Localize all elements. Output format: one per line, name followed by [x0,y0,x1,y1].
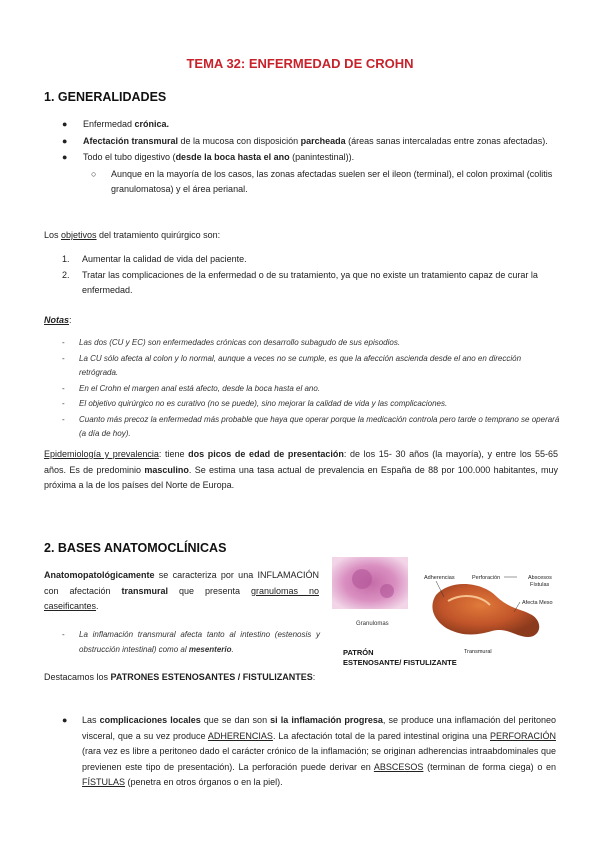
text-run-bold: Anatomopatológicamente [44,570,155,580]
text-run: Destacamos los [44,672,111,682]
text-run-bold: PATRONES ESTENOSANTES / FISTULIZANTES [110,672,313,682]
text-run: (penetra en otros órganos o en la piel). [125,777,283,787]
text-run-bold: parcheada [300,135,346,146]
text-run: Enfermedad [83,119,135,129]
numbered-list [62,252,562,299]
text-run-underline: granulomas no caseificantes [44,585,319,611]
text-run-underline: ADHERENCIAS [207,730,273,741]
text-run: . La afectación total de la pared intestinal origina una [272,730,490,741]
list-item [62,713,556,791]
label-perforacion: Perforación [472,575,501,581]
text-run: se caracteriza por una INFLAMACIÓN con afectación [44,570,319,596]
granuloma-shape [380,584,394,598]
dash-bullet: - [62,383,65,393]
text-run: Aumentar la calidad de vida del paciente. [82,254,247,264]
text-run: del tratamiento quirúrgico son: [96,230,221,240]
notas-list [62,336,562,442]
list-item [62,628,320,657]
text-run: de la mucosa con disposición [178,135,301,146]
text-run: La inflamación transmural afecta tanto al intestino (estenosis y obstrucción intestinal) como al [79,630,320,654]
text-run: , se produce una inflamación del peritoneo visceral, que a su vez produce [82,715,556,741]
section-heading-bases: 2. BASES ANATOMOCLÍNICAS [44,541,227,555]
text-run-bold: si la inflamación progresa [270,715,383,725]
list-item [62,397,562,412]
epidemiologia-paragraph [44,447,558,494]
text-run: (terminan de forma ciega) o en [423,761,557,772]
text-run: . [96,601,99,611]
dash-bullet: - [62,338,65,347]
text-run-bold: desde la boca hasta el ano [175,152,290,162]
dash-bullet: - [62,399,65,408]
list-item [62,413,562,442]
text-run-bold: complicaciones locales [99,715,201,725]
dash-bullet: - [62,414,65,424]
list-number: 1. [62,254,70,264]
page-title: TEMA 32: ENFERMEDAD DE CROHN [186,56,414,71]
list-item [62,382,562,397]
list-item [62,150,562,166]
text-run-underline: Epidemiología y prevalencia [44,449,159,459]
bullet-dot: ● [62,135,68,146]
objetivos-intro [44,228,564,244]
text-run: . [231,644,234,654]
section-heading-generalidades: 1. GENERALIDADES [44,90,167,104]
text-run: Tratar las complicaciones de la enfermedad o de su tratamiento, ya que no existe un tratamiento capaz de curar la enfermedad. [82,269,538,295]
text-run-bold: transmural [121,585,169,596]
figure-caption [343,648,457,668]
bullet-dot: ● [62,152,68,162]
text-run-underline: objetivos [61,230,97,240]
list-item [62,117,562,133]
text-run: Los [44,230,62,240]
text-run: : tiene [158,449,189,459]
text-run-underline: FÍSTULAS [82,777,126,787]
list-item [62,134,562,150]
text-run: (áreas sanas intercaladas entre zonas afectadas). [345,135,548,146]
text-run-underline: ABSCESOS [373,761,424,772]
text-run: Las dos (CU y EC) son enfermedades crónicas con desarrollo subagudo de sus episodios. [79,338,401,347]
label-abscesos: Abscesos [528,575,552,581]
text-run: Aunque en la mayoría de los casos, las zonas afectadas suelen ser el ileon (terminal), el colon proximal (colitis granulomatosa) y el área perianal. [111,168,553,194]
text-run: Las [82,715,100,725]
list-item [62,336,562,351]
label-granulomas: Granulomas [356,621,389,627]
text-run: que presenta [168,585,251,596]
text-run: : [69,315,72,325]
text-run: que se dan son [200,715,271,725]
label-fistulas: Fístulas [530,582,550,588]
text-run: : [312,672,316,682]
list-item [62,268,562,299]
text-run-bold: crónica. [134,119,170,129]
label-afecta-meso: Afecta Meso [522,600,553,606]
list-item [62,252,562,268]
text-run: (rara vez es libre a peritoneo dado el carácter crónico de la inflamación; se originan adherencias intraabdominales que previenen este tipo de presentación). La perforación puede derivar en [82,746,556,772]
bullet-dot: ● [62,715,68,725]
anato-paragraph [44,568,319,615]
caption-line: PATRÓN [343,648,374,657]
text-run: El objetivo quirúrgico no es curativo (no se puede), sino mejorar la calidad de vida y las complicaciones. [79,399,448,408]
text-run: La CU sólo afecta al colon y lo normal, aunque a veces no se cumple, es que la afección ascienda desde el ano en dirección retrógrada. [79,353,522,377]
bullet-list [62,117,562,198]
bullet-dot: ● [62,119,68,129]
text-run: (panintestinal)). [289,152,355,162]
text-run: . Se estima una tasa actual de prevalencia en España de 88 por 100.000 habitantes, muy próxima a la de los países del Norte de Europa. [44,464,558,490]
complicaciones-list [62,713,556,791]
text-run-bold: Afectación transmural [83,135,179,146]
dash-bullet: - [62,630,65,639]
text-run-underline: PERFORACIÓN [489,730,556,741]
text-run-bold: masculino [144,464,189,475]
text-run: Todo el tubo digestivo ( [83,152,176,162]
text-run-underline: Notas [44,315,70,325]
text-run-bold: dos picos de edad de presentación [188,449,344,459]
list-item [62,352,562,381]
sub-list-item [62,167,562,198]
text-run: : de los 15- 30 años (la mayoría), y entre los 55-65 años. Es de predominio [44,449,558,475]
sub-bullet-circle: ○ [91,168,97,179]
anato-note [62,628,320,657]
list-number: 2. [62,269,70,280]
text-run: En el Crohn el margen anal está afecto, desde la boca hasta el ano. [79,383,321,393]
destacamos-paragraph [44,670,319,686]
label-adherencias: Adherencias [424,575,455,581]
intestine-specimen [432,584,539,637]
text-run-bold: mesenterio [188,644,232,654]
notas-label [44,313,72,329]
granuloma-shape [352,569,372,589]
dash-bullet: - [62,353,65,363]
label-transmural: Transmural [464,649,492,655]
text-run: Cuanto más precoz la enfermedad más probable que haya que operar porque la medicación controla pero tarde o temprano se operará (a día de hoy). [79,414,560,438]
caption-line: ESTENOSANTE/ FISTULIZANTE [343,658,457,667]
